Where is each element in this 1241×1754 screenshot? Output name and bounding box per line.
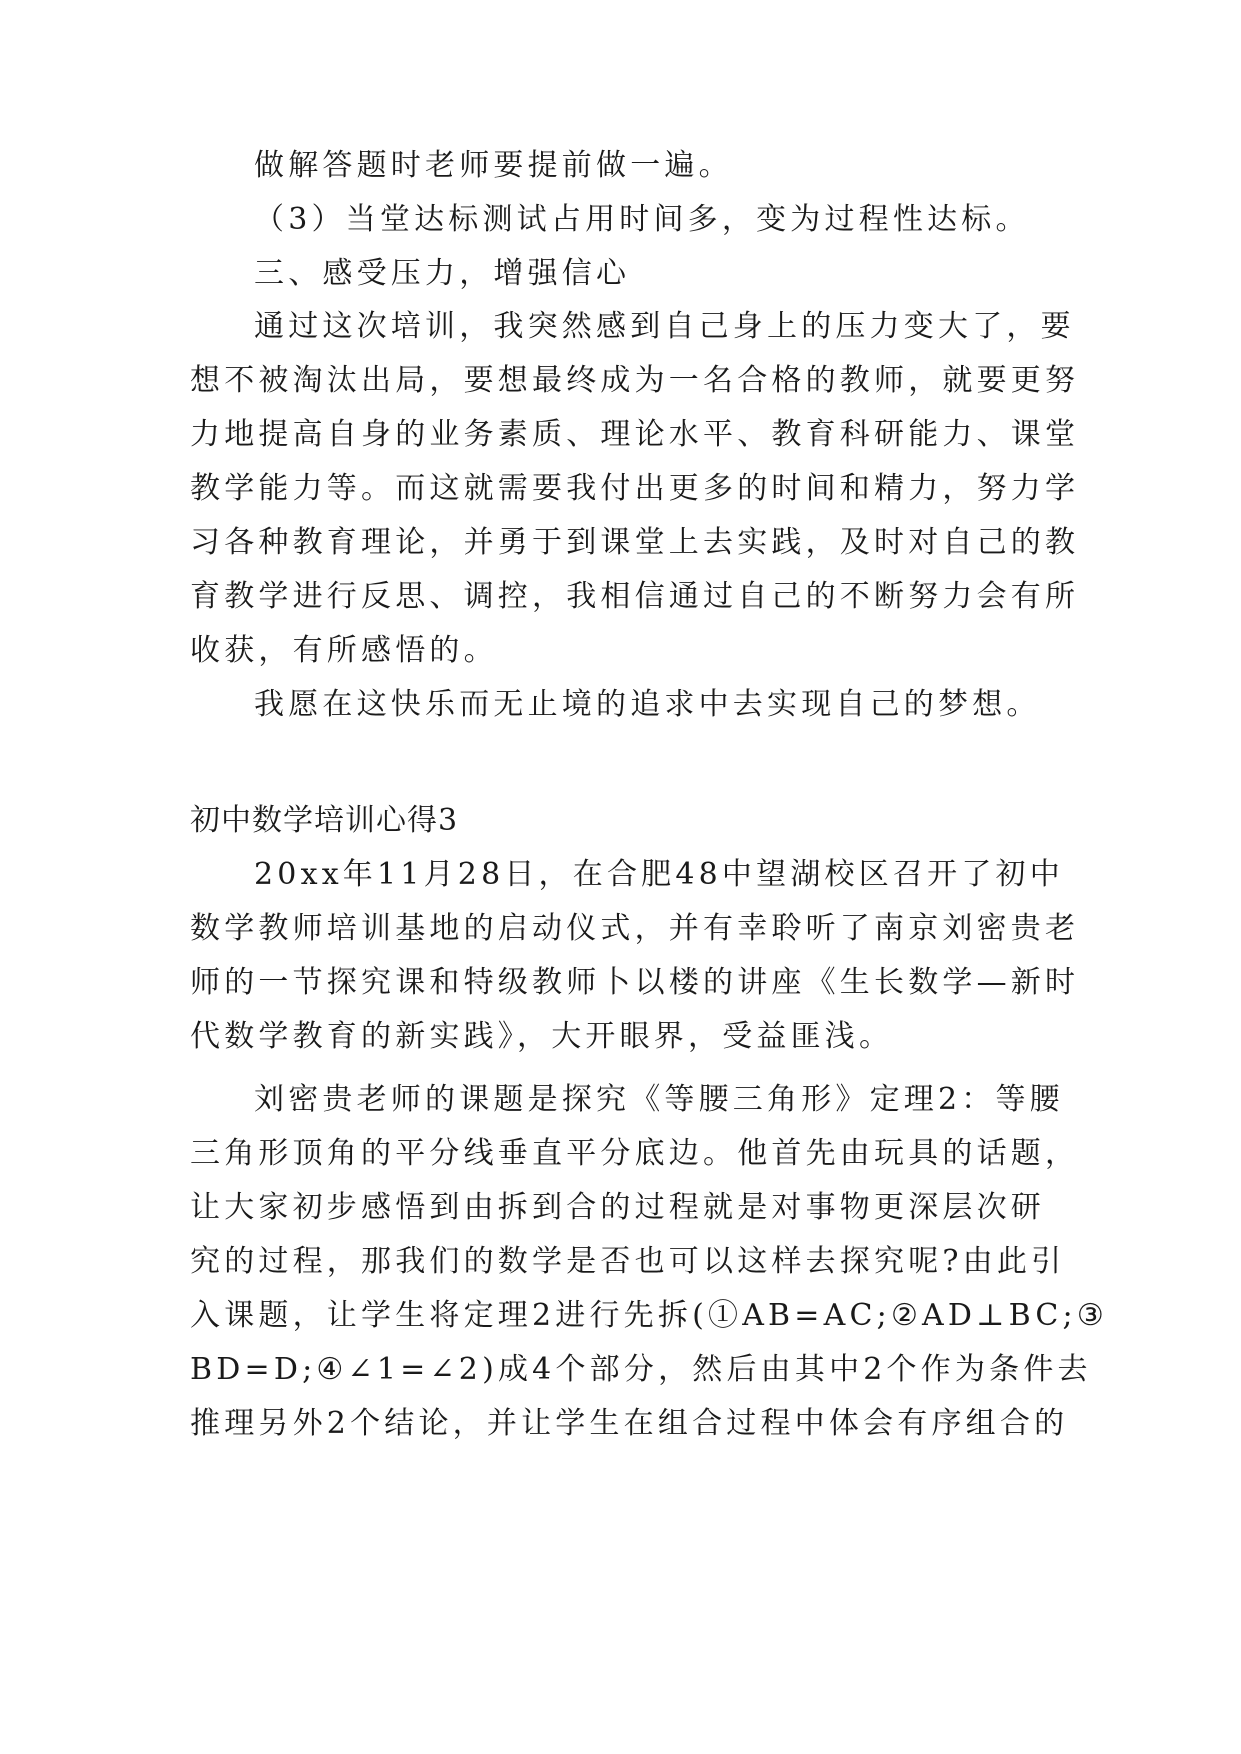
paragraph-line: 收获，有所感悟的。	[190, 633, 498, 668]
paragraph-line: 代数学教育的新实践》，大开眼界，受益匪浅。	[190, 1019, 894, 1054]
paragraph-line: 力地提高自身的业务素质、理论水平、教育科研能力、课堂	[190, 417, 1080, 452]
paragraph-line: 刘密贵老师的课题是探究《等腰三角形》定理2：等腰	[254, 1082, 1064, 1117]
paragraph-line: BD=D;④∠1=∠2)成4个部分，然后由其中2个作为条件去	[190, 1352, 1092, 1387]
document-title: 初中数学培训心得3	[190, 803, 459, 838]
paragraph-line: 推理另外2个结论，并让学生在组合过程中体会有序组合的	[190, 1406, 1069, 1441]
paragraph-line: 做解答题时老师要提前做一遍。	[254, 148, 733, 183]
paragraph-line: 习各种教育理论，并勇于到课堂上去实践，及时对自己的教	[190, 525, 1080, 560]
paragraph-line: 让大家初步感悟到由拆到合的过程就是对事物更深层次研	[190, 1190, 1045, 1225]
paragraph-line: 数学教师培训基地的启动仪式，并有幸聆听了南京刘密贵老	[190, 911, 1080, 946]
paragraph-line: 通过这次培训，我突然感到自己身上的压力变大了，要	[254, 309, 1075, 344]
paragraph-line: 我愿在这快乐而无止境的追求中去实现自己的梦想。	[254, 687, 1041, 722]
paragraph-line: 究的过程，那我们的数学是否也可以这样去探究呢?由此引	[190, 1244, 1066, 1279]
section-heading: 三、感受压力，增强信心	[254, 256, 631, 291]
paragraph-line: 想不被淘汰出局，要想最终成为一名合格的教师，就要更努	[190, 363, 1080, 398]
paragraph-line: 20xx年11月28日，在合肥48中望湖校区召开了初中	[254, 857, 1064, 892]
paragraph-line: 三角形顶角的平分线垂直平分底边。他首先由玩具的话题，	[190, 1136, 1080, 1171]
paragraph-line: （3）当堂达标测试占用时间多，变为过程性达标。	[254, 202, 1030, 237]
paragraph-line: 育教学进行反思、调控，我相信通过自己的不断努力会有所	[190, 579, 1080, 614]
paragraph-line: 师的一节探究课和特级教师卜以楼的讲座《生长数学—新时	[190, 965, 1080, 1000]
paragraph-line: 入课题，让学生将定理2进行先拆(①AB=AC;②AD⊥BC;③	[190, 1298, 1108, 1333]
paragraph-line: 教学能力等。而这就需要我付出更多的时间和精力，努力学	[190, 471, 1080, 506]
